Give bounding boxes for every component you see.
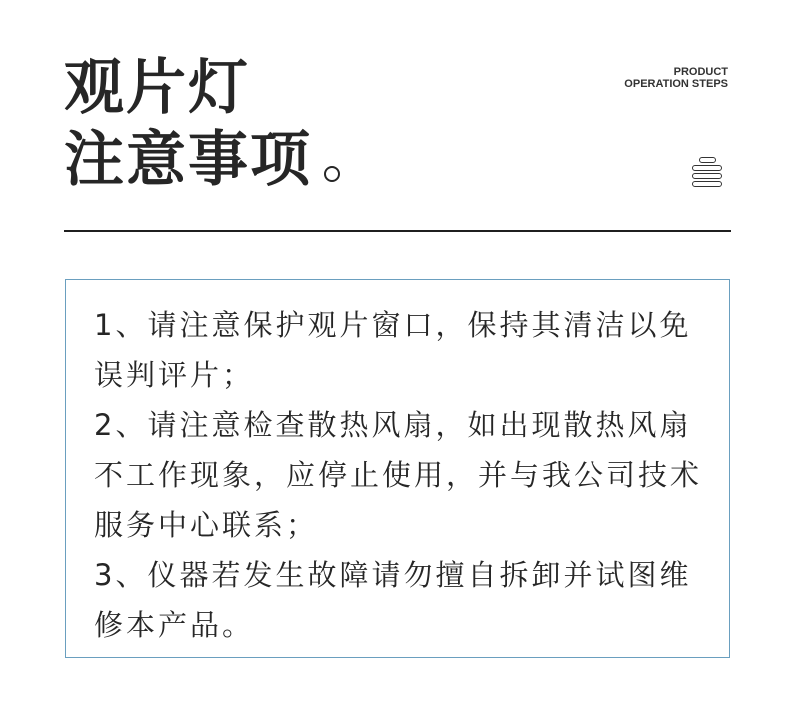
menu-icon-bar: [692, 181, 722, 187]
title-line-1: 观片灯: [64, 53, 250, 123]
title-divider: [64, 230, 731, 232]
sub-label-line-1: PRODUCT: [673, 66, 728, 78]
circle-icon: [324, 166, 340, 182]
notice-box: [65, 279, 730, 658]
product-operation-label: [624, 66, 728, 90]
menu-icon: [692, 156, 724, 188]
menu-icon-bar: [692, 173, 722, 179]
title-line-2: [64, 124, 340, 196]
sub-label-line-2: OPERATION STEPS: [624, 78, 728, 90]
notice-item: 3、仪器若发生故障请勿擅自拆卸并试图维修本产品。: [94, 558, 692, 642]
page-title: [64, 52, 340, 196]
title-line-2-text: 注意事项: [64, 125, 312, 195]
notice-list: [94, 300, 709, 650]
notice-item: 2、请注意检查散热风扇，如出现散热风扇不工作现象，应停止使用，并与我公司技术服务中心联系；: [94, 408, 703, 542]
menu-icon-bar: [699, 157, 716, 163]
menu-icon-bar: [692, 165, 722, 171]
notice-item: 1、请注意保护观片窗口，保持其清洁以免误判评片；: [94, 308, 692, 392]
